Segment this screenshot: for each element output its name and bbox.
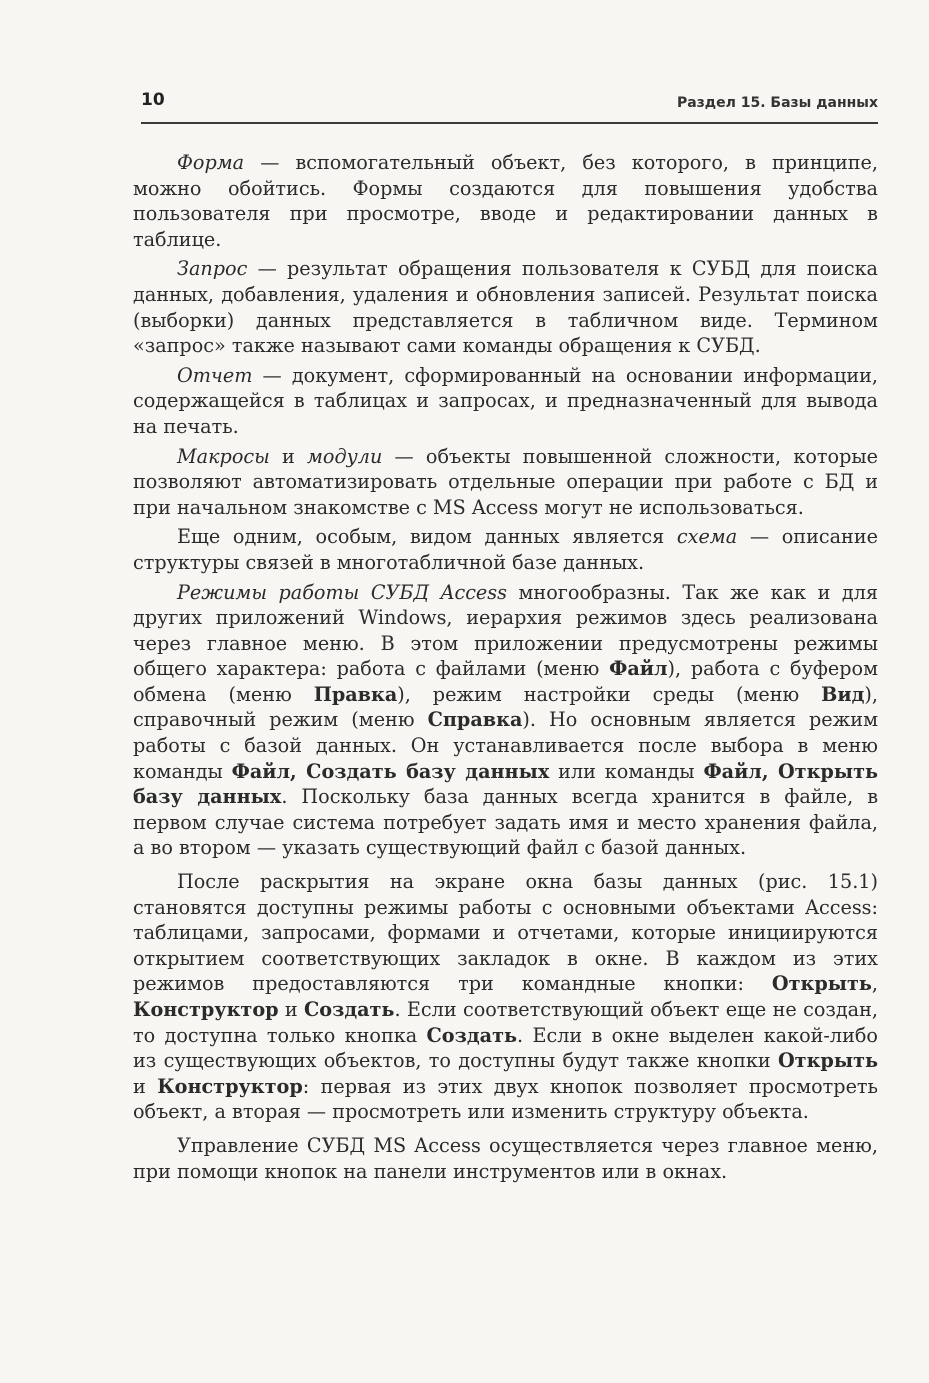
paragraph-macros-modules: Макросы и модули — объекты повышенной сложности, которые позволяют автоматизировать отдельные операции при работе с БД и при начальном знакомстве с MS Access могут не использоваться. [133, 444, 878, 519]
paragraph-schema: Еще одним, особым, видом данных является схема — описание структуры связей в многотабличной базе данных. [133, 525, 878, 574]
button-name-designer: Конструктор [133, 998, 279, 1021]
running-head-section-title: Раздел 15. Базы данных [676, 95, 878, 111]
term-schema: схема [676, 525, 738, 549]
button-name-create-2: Создать [426, 1023, 517, 1047]
term-macros: Макросы [177, 444, 270, 468]
term-form: Форма [177, 151, 245, 174]
menu-edit: Правка [313, 682, 398, 706]
page-number: 10 [141, 90, 165, 110]
term-query: Запрос [177, 257, 248, 281]
menu-file: Файл [609, 657, 668, 681]
button-name-create: Создать [304, 998, 395, 1021]
paragraph-form: Форма — вспомогательный объект, без которого, в принципе, можно обойтись. Формы создаются для повышения удобства пользователя при просмотре, вводе и редактировании данных в таблице. [133, 151, 878, 251]
menu-help: Справка [427, 708, 523, 732]
button-name-designer-2: Конструктор [157, 1074, 303, 1098]
paragraph-query: Запрос — результат обращения пользователя к СУБД для поиска данных, добавления, удаления и обновления записей. Результат поиска (выборки) данных представляется в табличном виде. Термином «запрос» также называют сами команды обращения к СУБД. [133, 257, 878, 358]
paragraph-access-modes: Режимы работы СУБД Access многообразны. Так же как и для других приложений Windows, иерархия режимов здесь реализована через главное меню. В этом приложении предусмотрены режимы общего характера: работа с файлами (меню Файл), работа с буфером обмена (меню Правка), режим настройки среды (меню Вид), справочный режим (меню Справка). Но основным является режим работы с базой данных. Он устанавливается после выбора в меню команды Файл, Создать базу данных или команды Файл, Открыть базу данных. Поскольку база данных всегда хранится в файле, в первом случае система потребует задать имя и место хранения файла, а во втором — указать существующий файл с базой данных. [133, 580, 879, 860]
button-name-open: Открыть [771, 972, 872, 996]
page-header [141, 88, 878, 124]
paragraph-db-window: После раскрытия на экране окна базы данных (рис. 15.1) становятся доступны режимы работы с основными объектами Access: таблицами, запросами, формами и отчетами, которые инициируются открытием соответствующих закладок в окне. В каждом из этих режимов предоставляются три командные кнопки: Открыть, Конструктор и Создать. Если соответствующий объект еще не создан, то доступна только кнопка Создать. Если в окне выделен какой-либо из существующих объектов, то доступны будут также кнопки Открыть и Конструктор: первая из этих двух кнопок позволяет просмотреть объект, а вторая — просмотреть или изменить структуру объекта. [133, 870, 878, 1124]
body-text [133, 150, 878, 1188]
command-file-create-db: Файл, Создать базу данных [231, 759, 550, 783]
term-modules: модули [306, 444, 383, 468]
term-access-modes: Режимы работы СУБД Access [177, 580, 507, 604]
button-name-open-2: Открыть [777, 1049, 878, 1073]
paragraph-control: Управление СУБД MS Access осуществляется через главное меню, при помощи кнопок на панели инструментов или в окнах. [133, 1133, 878, 1183]
paragraph-report: Отчет — документ, сформированный на основании информации, содержащейся в таблицах и запросах, и предназначенный для вывода на печать. [133, 363, 878, 438]
menu-view: Вид [821, 682, 865, 706]
command-file-open-db: Файл, Открыть базу данных [133, 759, 878, 809]
term-report: Отчет [177, 363, 253, 387]
